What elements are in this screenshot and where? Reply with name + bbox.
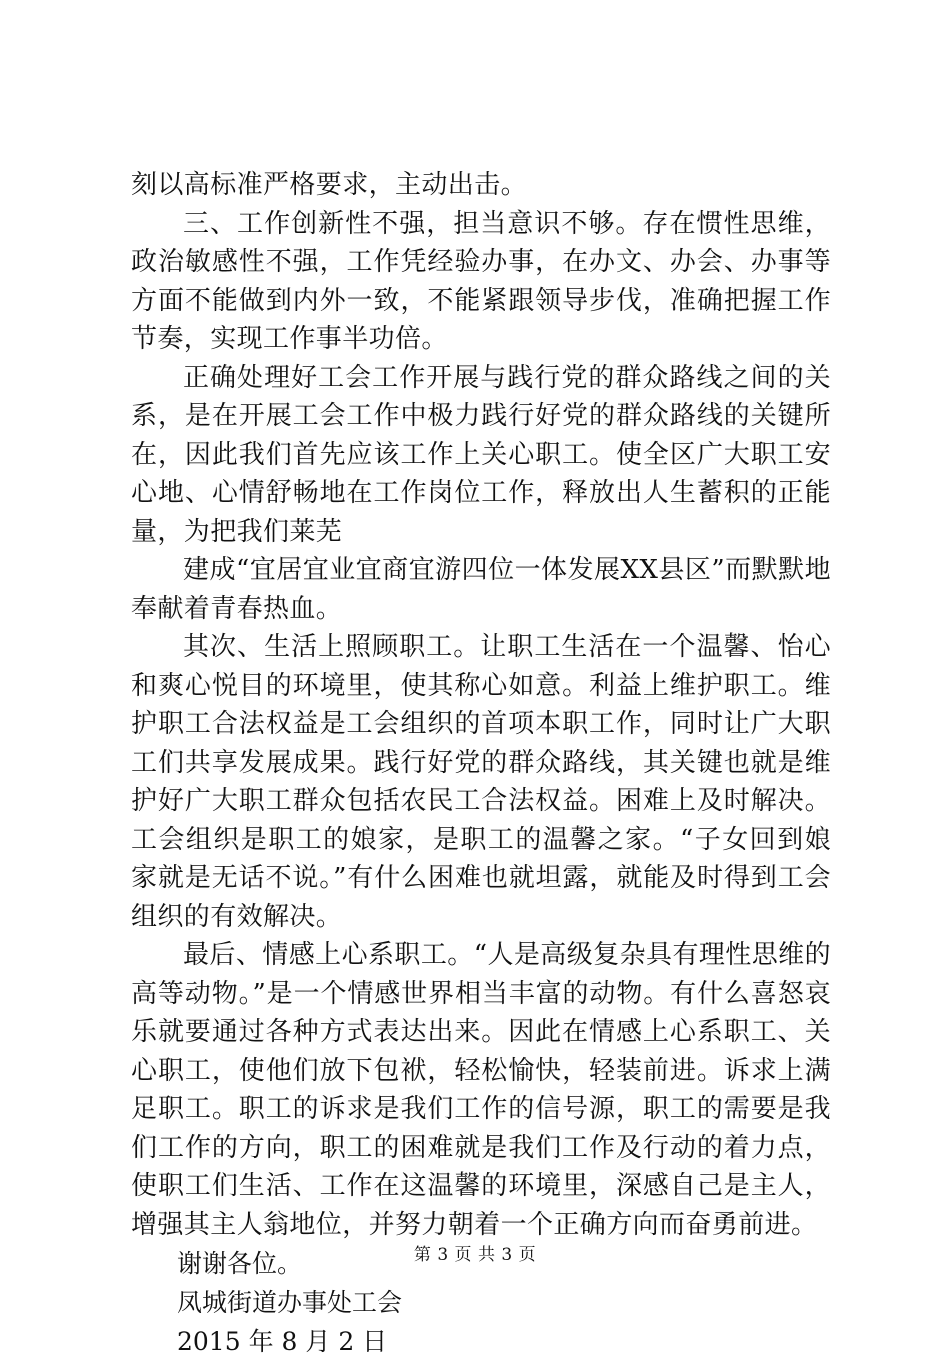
signature-date: 2015 年 8 月 2 日 xyxy=(177,1327,388,1356)
paragraph-5: 其次、生活上照顾职工。让职工生活在一个温馨、怡心和爽心悦目的环境里，使其称心如意。利益上维护职工。维护职工合法权益是工会组织的首项本职工作，同时让广大职工们共享发展成果。践行好党的群众路线，其关键也就是维护好广大职工群众包括农民工合法权益。困难上及时解决。工会组织是职工的娘家，是职工的温馨之家。“子女回到娘家就是无话不说。”有什么困难也就坦露，就能及时得到工会组织的有效解决。 xyxy=(131,632,831,932)
paragraph-4: 建成“宜居宜业宜商宜游四位一体发展XX县区”而默默地奉献着青春热血。 xyxy=(131,555,831,624)
paragraph-1: 刻以高标准严格要求，主动出击。 xyxy=(131,170,528,200)
page-footer: 第 3 页 共 3 页 xyxy=(413,1245,537,1265)
paragraph-6: 最后、情感上心系职工。“人是高级复杂具有理性思维的高等动物。”是一个情感世界相当丰富的动物。有什么喜怒哀乐就要通过各种方式表达出来。因此在情感上心系职工、关心职工，使他们放下包袱，轻松愉快，轻装前进。诉求上满足职工。职工的诉求是我们工作的信号源，职工的需要是我们工作的方向，职工的困难就是我们工作及行动的着力点，使职工们生活、工作在这温馨的环境里，深感自己是主人，增强其主人翁地位，并努力朝着一个正确方向而奋勇前进。 xyxy=(131,940,831,1240)
paragraph-2: 三、工作创新性不强，担当意识不够。存在惯性思维，政治敏感性不强，工作凭经验办事，在办文、办会、办事等方面不能做到内外一致，不能紧跟领导步伐，准确把握工作节奏，实现工作事半功倍。 xyxy=(131,208,831,354)
paragraph-3: 正确处理好工会工作开展与践行党的群众路线之间的关系，是在开展工会工作中极力践行好党的群众路线的关键所在，因此我们首先应该工作上关心职工。使全区广大职工安心地、心情舒畅地在工作岗位工作，释放出人生蓄积的正能量，为把我们莱芜 xyxy=(131,362,831,547)
signature-organization: 凤城街道办事处工会 xyxy=(177,1288,403,1317)
document-body xyxy=(131,166,831,1361)
closing-thanks: 谢谢各位。 xyxy=(177,1249,303,1278)
